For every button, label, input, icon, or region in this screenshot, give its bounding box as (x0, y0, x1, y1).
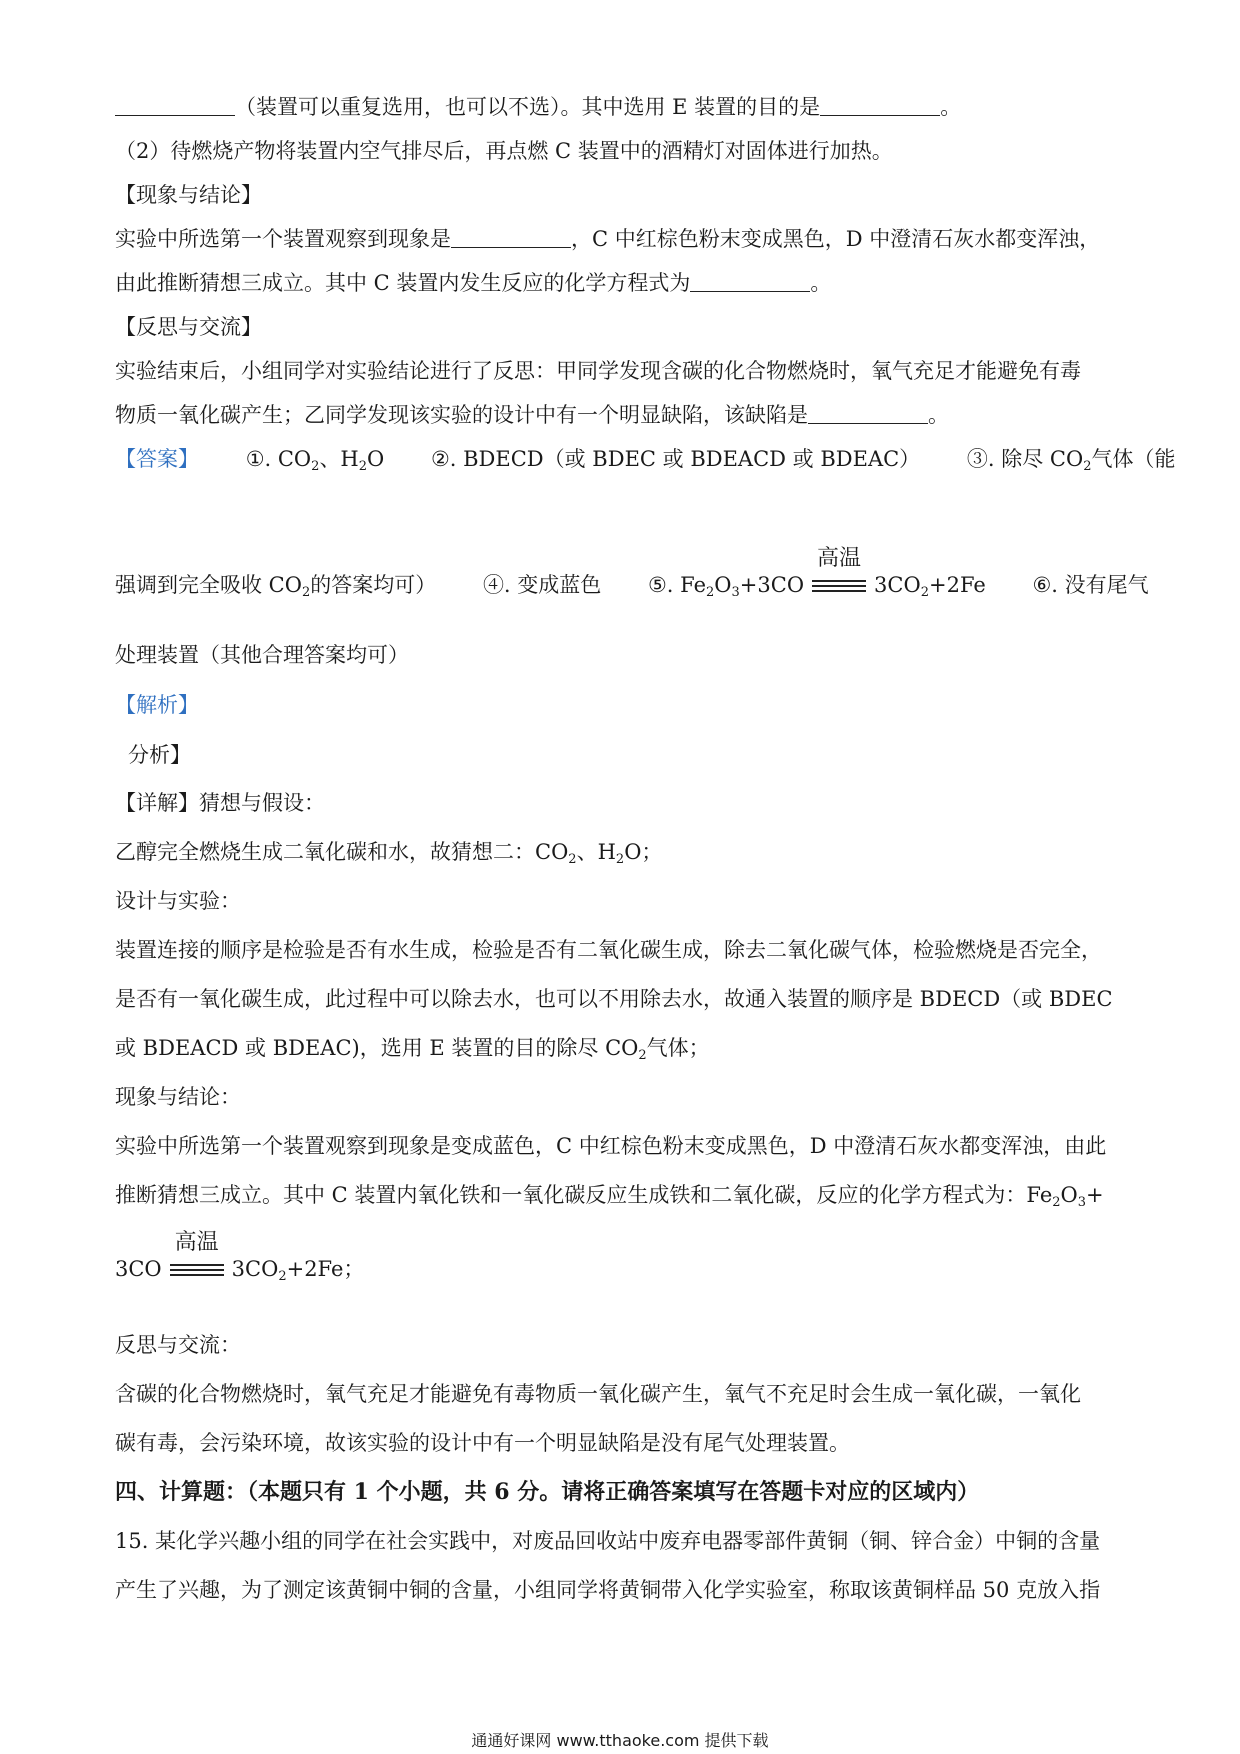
question-line-7: 实验结束后，小组同学对实验结论进行了反思：甲同学发现含碳的化合物燃烧时，氧气充足才能避免有毒 (115, 359, 1081, 383)
answer-line-2: 强调到完全吸收 $CO_2$的答案均可） ④. 变成蓝色 ⑤. $Fe_2O_3+3CO$ 高温 $3CO_2+2Fe$ ⑥. 没有尾气 (115, 545, 1149, 600)
analysis-line-3: 乙醇完全燃烧生成二氧化碳和水，故猜想二：$CO_2$、$H_2O$； (115, 840, 663, 867)
footer-text: 通通好课网 www.tthaoke.com 提供下载 (471, 1731, 769, 1750)
question-line-5: 由此推断猜想三成立。其中 C 装置内发生反应的化学方程式为 。 (115, 271, 832, 295)
analysis-line-4: 设计与实验： (115, 889, 241, 913)
reaction-arrow: 高温 (168, 1256, 226, 1286)
answer-blank (451, 227, 571, 248)
analysis-line-6: 是否有一氧化碳生成，此过程中可以除去水，也可以不用除去水，故通入装置的顺序是 BDECD（或 BDEC (115, 987, 1113, 1011)
section-heading: 四、计算题：（本题只有 1 个小题，共 6 分。请将正确答案填写在答题卡对应的区域内） (115, 1479, 980, 1505)
analysis-line-5: 装置连接的顺序是检验是否有水生成，检验是否有二氧化碳生成，除去二氧化碳气体，检验燃烧是否完全， (115, 938, 1102, 962)
analysis-line-2: 【详解】猜想与假设： (115, 791, 325, 815)
answer-tag: 【答案】 (115, 447, 199, 471)
answer-line-1: 【答案】 ①. $CO_2$、$H_2O$ ②. BDECD（或 BDEC 或 BDEACD 或 BDEAC） ③. 除尽 $CO_2$气体（能 (115, 447, 1176, 474)
analysis-line-14: 碳有毒，会污染环境，故该实验的设计中有一个明显缺陷是没有尾气处理装置。 (115, 1431, 850, 1455)
question-line-4: 实验中所选第一个装置观察到现象是 ，C 中红棕色粉末变成黑色，D 中澄清石灰水都变浑浊， (115, 227, 1101, 251)
analysis-line-10: 推断猜想三成立。其中 C 装置内氧化铁和一氧化碳反应生成铁和二氧化碳，反应的化学方程式为：$Fe_2O_3+$ (115, 1183, 1104, 1210)
analysis-line-8: 现象与结论： (115, 1085, 241, 1109)
question-line-8: 物质一氧化碳产生；乙同学发现该实验的设计中有一个明显缺陷，该缺陷是 。 (115, 403, 949, 427)
question-15-line-2: 产生了兴趣，为了测定该黄铜中铜的含量，小组同学将黄铜带入化学实验室，称取该黄铜样品 50 克放入指 (115, 1578, 1101, 1602)
section-label-reflection: 【反思与交流】 (115, 315, 262, 339)
analysis-line-1: 分析】 (128, 743, 191, 767)
analysis-line-9: 实验中所选第一个装置观察到现象是变成蓝色，C 中红棕色粉末变成黑色，D 中澄清石灰水都变浑浊，由此 (115, 1134, 1107, 1158)
analysis-line-13: 含碳的化合物燃烧时，氧气充足才能避免有毒物质一氧化碳产生，氧气不充足时会生成一氧化碳，一氧化 (115, 1382, 1081, 1406)
analysis-line-12: 反思与交流： (115, 1333, 241, 1357)
answer-blank (115, 95, 235, 116)
analysis-line-11: 3CO 高温 $3CO_2+2Fe$； (115, 1229, 365, 1284)
analysis-tag: 【解析】 (115, 693, 199, 717)
question-line-2: （2）待燃烧产物将装置内空气排尽后，再点燃 C 装置中的酒精灯对固体进行加热。 (115, 139, 893, 163)
answer-blank (820, 95, 940, 116)
question-line-1: （装置可以重复选用，也可以不选）。其中选用 E 装置的目的是 。 (115, 92, 1135, 122)
answer-blank (690, 271, 810, 292)
section-label-phenomenon: 【现象与结论】 (115, 183, 262, 207)
answer-line-3: 处理装置（其他合理答案均可） (115, 643, 409, 667)
analysis-line-7: 或 BDEACD 或 BDEAC)，选用 E 装置的目的除尽 $CO_2$气体； (115, 1036, 710, 1063)
reaction-arrow: 高温 (810, 572, 868, 602)
answer-blank (808, 403, 928, 424)
question-15-line-1: 15. 某化学兴趣小组的同学在社会实践中，对废品回收站中废弃电器零部件黄铜（铜、锌合金）中铜的含量 (115, 1529, 1101, 1553)
